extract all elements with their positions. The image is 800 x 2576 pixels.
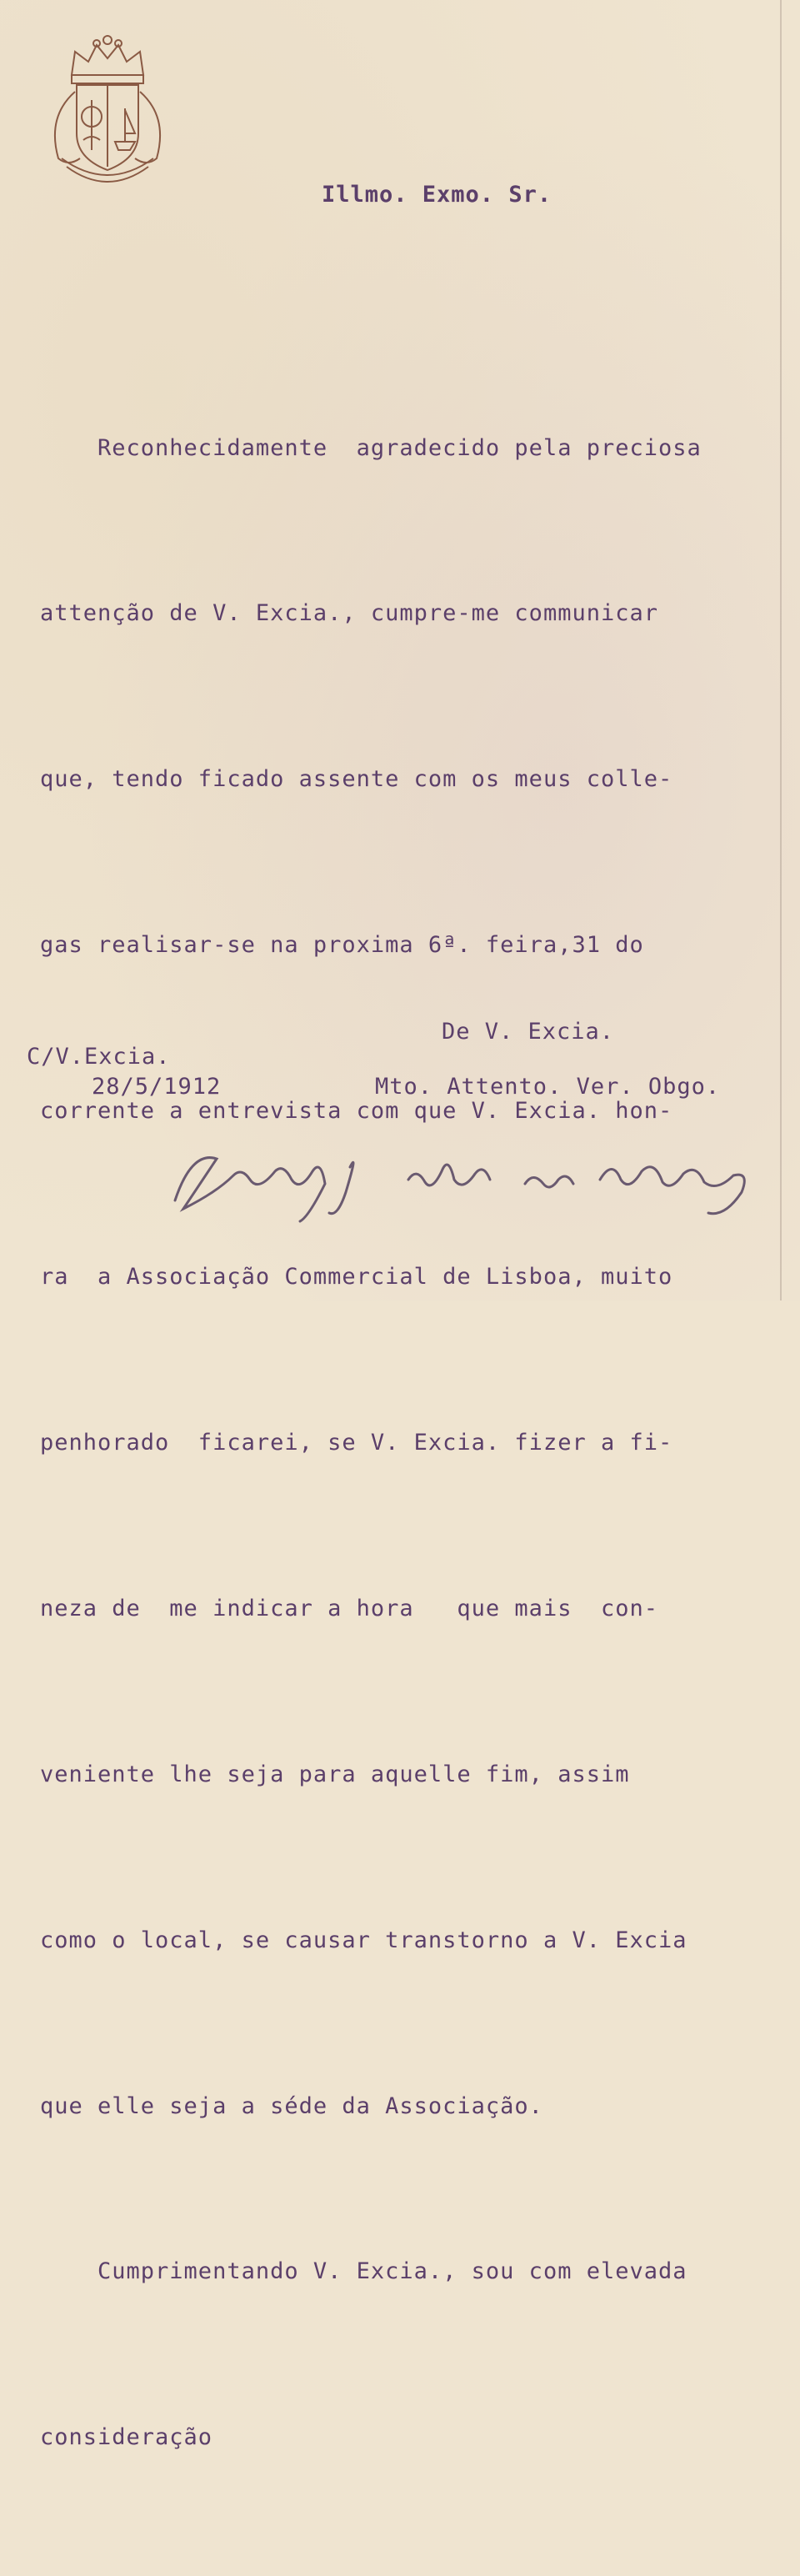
body-line: que, tendo ficado assente com os meus colle- xyxy=(40,766,673,793)
body-line: como o local, se causar transtorno a V. Excia xyxy=(40,1927,688,1953)
letter-body xyxy=(40,310,702,2576)
closing-line-1: De V. Excia. xyxy=(442,1019,615,1045)
body-line: veniente lhe seja para aquelle fim, assim xyxy=(40,1761,630,1787)
body-line: penhorado ficarei, se V. Excia. fizer a fi- xyxy=(40,1429,673,1456)
body-line: consideração xyxy=(40,2424,213,2451)
handwritten-signature-icon xyxy=(167,1134,767,1225)
association-seal-icon xyxy=(38,33,177,185)
body-line: neza de me indicar a hora que mais con- xyxy=(40,1595,658,1621)
body-line: gas realisar-se na proxima 6ª. feira,31 do xyxy=(40,932,644,959)
salutation: Illmo. Exmo. Sr. xyxy=(322,182,552,208)
body-line: attenção de V. Excia., cumpre-me communicar xyxy=(40,600,658,627)
closing-line-2: Mto. Attento. Ver. Obgo. xyxy=(375,1074,721,1100)
paper-fold xyxy=(780,0,782,1301)
reference-date: 28/5/1912 xyxy=(92,1074,222,1100)
body-line: ra a Associação Commercial de Lisboa, muito xyxy=(40,1264,673,1291)
body-line: corrente a entrevista com que V. Excia. hon- xyxy=(40,1098,673,1125)
body-line: Cumprimentando V. Excia., sou com elevada xyxy=(40,2258,688,2285)
body-line: Reconhecidamente agradecido pela preciosa xyxy=(40,434,702,461)
reference-line: C/V.Excia. xyxy=(27,1044,171,1070)
body-line: que elle seja a séde da Associação. xyxy=(40,2092,543,2119)
